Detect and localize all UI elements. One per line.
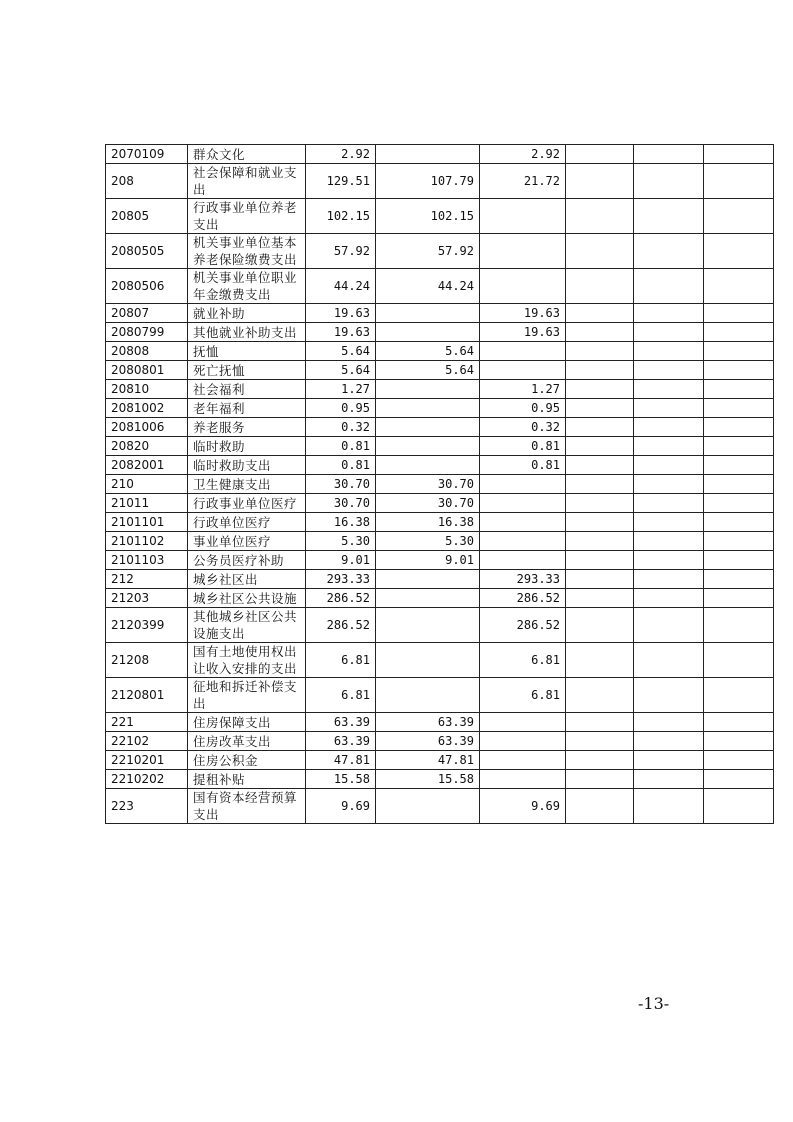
subject-name-cell: 住房改革支出: [188, 732, 306, 751]
project-expenditure-cell: 2.92: [480, 145, 566, 164]
column-8-cell: [704, 608, 774, 643]
total-amount-cell: 5.64: [306, 342, 376, 361]
table-row: [106, 145, 774, 164]
column-7-cell: [634, 323, 704, 342]
column-6-cell: [566, 164, 634, 199]
total-amount-cell: 0.81: [306, 456, 376, 475]
total-amount-cell: 129.51: [306, 164, 376, 199]
project-expenditure-cell: 286.52: [480, 608, 566, 643]
subject-code-cell: 2080505: [106, 234, 188, 269]
column-6-cell: [566, 608, 634, 643]
subject-code-cell: 223: [106, 789, 188, 824]
project-expenditure-cell: 293.33: [480, 570, 566, 589]
column-6-cell: [566, 234, 634, 269]
subject-code-cell: 208: [106, 164, 188, 199]
table-row: [106, 418, 774, 437]
table-row: [106, 475, 774, 494]
column-8-cell: [704, 145, 774, 164]
column-6-cell: [566, 342, 634, 361]
basic-expenditure-cell: 30.70: [376, 475, 480, 494]
column-6-cell: [566, 678, 634, 713]
subject-name-cell: 行政事业单位医疗: [188, 494, 306, 513]
column-6-cell: [566, 269, 634, 304]
table-row: [106, 513, 774, 532]
subject-name-cell: 抚恤: [188, 342, 306, 361]
basic-expenditure-cell: [376, 570, 480, 589]
column-7-cell: [634, 570, 704, 589]
subject-code-cell: 2101101: [106, 513, 188, 532]
column-7-cell: [634, 234, 704, 269]
column-8-cell: [704, 589, 774, 608]
column-6-cell: [566, 643, 634, 678]
project-expenditure-cell: [480, 770, 566, 789]
project-expenditure-cell: [480, 361, 566, 380]
column-8-cell: [704, 380, 774, 399]
column-7-cell: [634, 589, 704, 608]
column-7-cell: [634, 532, 704, 551]
page-number: -13-: [638, 994, 670, 1013]
subject-code-cell: 2120801: [106, 678, 188, 713]
total-amount-cell: 0.81: [306, 437, 376, 456]
column-7-cell: [634, 608, 704, 643]
subject-name-cell: 行政事业单位养老支出: [188, 199, 306, 234]
column-7-cell: [634, 304, 704, 323]
basic-expenditure-cell: [376, 789, 480, 824]
subject-name-cell: 事业单位医疗: [188, 532, 306, 551]
column-8-cell: [704, 418, 774, 437]
column-8-cell: [704, 532, 774, 551]
total-amount-cell: 63.39: [306, 713, 376, 732]
column-6-cell: [566, 145, 634, 164]
basic-expenditure-cell: [376, 643, 480, 678]
table-row: [106, 732, 774, 751]
total-amount-cell: 15.58: [306, 770, 376, 789]
subject-name-cell: 其他城乡社区公共设施支出: [188, 608, 306, 643]
project-expenditure-cell: [480, 475, 566, 494]
column-8-cell: [704, 164, 774, 199]
column-7-cell: [634, 678, 704, 713]
total-amount-cell: 5.30: [306, 532, 376, 551]
subject-name-cell: 国有资本经营预算支出: [188, 789, 306, 824]
column-6-cell: [566, 494, 634, 513]
table-row: [106, 678, 774, 713]
project-expenditure-cell: 1.27: [480, 380, 566, 399]
table-row: [106, 570, 774, 589]
column-8-cell: [704, 494, 774, 513]
column-8-cell: [704, 234, 774, 269]
total-amount-cell: 47.81: [306, 751, 376, 770]
total-amount-cell: 102.15: [306, 199, 376, 234]
subject-code-cell: 20805: [106, 199, 188, 234]
total-amount-cell: 30.70: [306, 494, 376, 513]
column-7-cell: [634, 145, 704, 164]
subject-code-cell: 20820: [106, 437, 188, 456]
basic-expenditure-cell: 63.39: [376, 732, 480, 751]
subject-name-cell: 养老服务: [188, 418, 306, 437]
subject-name-cell: 临时救助支出: [188, 456, 306, 475]
column-6-cell: [566, 789, 634, 824]
project-expenditure-cell: [480, 494, 566, 513]
basic-expenditure-cell: [376, 678, 480, 713]
subject-name-cell: 住房保障支出: [188, 713, 306, 732]
column-6-cell: [566, 770, 634, 789]
total-amount-cell: 286.52: [306, 589, 376, 608]
table-row: [106, 323, 774, 342]
subject-code-cell: 2101102: [106, 532, 188, 551]
basic-expenditure-cell: [376, 145, 480, 164]
project-expenditure-cell: 0.81: [480, 437, 566, 456]
column-7-cell: [634, 789, 704, 824]
column-7-cell: [634, 770, 704, 789]
column-7-cell: [634, 513, 704, 532]
basic-expenditure-cell: [376, 608, 480, 643]
column-6-cell: [566, 323, 634, 342]
basic-expenditure-cell: 63.39: [376, 713, 480, 732]
column-6-cell: [566, 551, 634, 570]
total-amount-cell: 30.70: [306, 475, 376, 494]
basic-expenditure-cell: 102.15: [376, 199, 480, 234]
project-expenditure-cell: [480, 532, 566, 551]
total-amount-cell: 293.33: [306, 570, 376, 589]
total-amount-cell: 5.64: [306, 361, 376, 380]
column-7-cell: [634, 361, 704, 380]
column-7-cell: [634, 551, 704, 570]
basic-expenditure-cell: 16.38: [376, 513, 480, 532]
column-8-cell: [704, 789, 774, 824]
project-expenditure-cell: 6.81: [480, 643, 566, 678]
total-amount-cell: 57.92: [306, 234, 376, 269]
basic-expenditure-cell: [376, 399, 480, 418]
column-8-cell: [704, 437, 774, 456]
table-row: [106, 713, 774, 732]
table-row: [106, 608, 774, 643]
column-6-cell: [566, 361, 634, 380]
subject-code-cell: 2080506: [106, 269, 188, 304]
column-8-cell: [704, 678, 774, 713]
column-7-cell: [634, 399, 704, 418]
subject-code-cell: 21208: [106, 643, 188, 678]
column-8-cell: [704, 643, 774, 678]
basic-expenditure-cell: [376, 437, 480, 456]
basic-expenditure-cell: [376, 418, 480, 437]
column-8-cell: [704, 513, 774, 532]
basic-expenditure-cell: 57.92: [376, 234, 480, 269]
table-row: [106, 399, 774, 418]
subject-code-cell: 21011: [106, 494, 188, 513]
column-6-cell: [566, 732, 634, 751]
subject-name-cell: 机关事业单位基本养老保险缴费支出: [188, 234, 306, 269]
column-8-cell: [704, 713, 774, 732]
column-7-cell: [634, 456, 704, 475]
basic-expenditure-cell: 5.30: [376, 532, 480, 551]
table-row: [106, 456, 774, 475]
basic-expenditure-cell: 5.64: [376, 342, 480, 361]
subject-name-cell: 社会福利: [188, 380, 306, 399]
project-expenditure-cell: [480, 234, 566, 269]
column-7-cell: [634, 164, 704, 199]
column-8-cell: [704, 361, 774, 380]
column-7-cell: [634, 713, 704, 732]
table-row: [106, 532, 774, 551]
total-amount-cell: 16.38: [306, 513, 376, 532]
basic-expenditure-cell: [376, 380, 480, 399]
basic-expenditure-cell: 15.58: [376, 770, 480, 789]
column-8-cell: [704, 304, 774, 323]
column-7-cell: [634, 437, 704, 456]
subject-name-cell: 提租补贴: [188, 770, 306, 789]
column-7-cell: [634, 494, 704, 513]
table-row: [106, 234, 774, 269]
column-8-cell: [704, 475, 774, 494]
subject-code-cell: 2070109: [106, 145, 188, 164]
column-8-cell: [704, 456, 774, 475]
column-8-cell: [704, 342, 774, 361]
total-amount-cell: 63.39: [306, 732, 376, 751]
project-expenditure-cell: 19.63: [480, 304, 566, 323]
column-6-cell: [566, 418, 634, 437]
subject-code-cell: 210: [106, 475, 188, 494]
subject-name-cell: 行政单位医疗: [188, 513, 306, 532]
table-row: [106, 342, 774, 361]
total-amount-cell: 19.63: [306, 304, 376, 323]
project-expenditure-cell: [480, 513, 566, 532]
column-8-cell: [704, 399, 774, 418]
column-6-cell: [566, 304, 634, 323]
subject-code-cell: 21203: [106, 589, 188, 608]
column-8-cell: [704, 751, 774, 770]
subject-code-cell: 2081006: [106, 418, 188, 437]
project-expenditure-cell: [480, 269, 566, 304]
subject-name-cell: 公务员医疗补助: [188, 551, 306, 570]
subject-name-cell: 机关事业单位职业年金缴费支出: [188, 269, 306, 304]
table-row: [106, 269, 774, 304]
table-row: [106, 643, 774, 678]
column-8-cell: [704, 570, 774, 589]
column-6-cell: [566, 437, 634, 456]
project-expenditure-cell: 21.72: [480, 164, 566, 199]
project-expenditure-cell: 286.52: [480, 589, 566, 608]
total-amount-cell: 6.81: [306, 678, 376, 713]
project-expenditure-cell: [480, 713, 566, 732]
basic-expenditure-cell: 44.24: [376, 269, 480, 304]
subject-name-cell: 社会保障和就业支出: [188, 164, 306, 199]
column-6-cell: [566, 199, 634, 234]
column-6-cell: [566, 751, 634, 770]
basic-expenditure-cell: [376, 323, 480, 342]
table-row: [106, 164, 774, 199]
budget-expenditure-table: [105, 144, 774, 824]
column-7-cell: [634, 418, 704, 437]
column-7-cell: [634, 342, 704, 361]
subject-code-cell: 212: [106, 570, 188, 589]
subject-code-cell: 221: [106, 713, 188, 732]
total-amount-cell: 0.95: [306, 399, 376, 418]
basic-expenditure-cell: 47.81: [376, 751, 480, 770]
subject-code-cell: 20810: [106, 380, 188, 399]
table-row: [106, 304, 774, 323]
subject-name-cell: 国有土地使用权出让收入安排的支出: [188, 643, 306, 678]
basic-expenditure-cell: [376, 456, 480, 475]
column-6-cell: [566, 589, 634, 608]
subject-code-cell: 2120399: [106, 608, 188, 643]
table-row: [106, 380, 774, 399]
column-6-cell: [566, 570, 634, 589]
total-amount-cell: 9.69: [306, 789, 376, 824]
project-expenditure-cell: 0.81: [480, 456, 566, 475]
column-8-cell: [704, 551, 774, 570]
project-expenditure-cell: [480, 551, 566, 570]
column-7-cell: [634, 751, 704, 770]
subject-code-cell: 2210202: [106, 770, 188, 789]
column-7-cell: [634, 732, 704, 751]
basic-expenditure-cell: [376, 304, 480, 323]
table-row: [106, 494, 774, 513]
project-expenditure-cell: 0.95: [480, 399, 566, 418]
table-row: [106, 437, 774, 456]
total-amount-cell: 44.24: [306, 269, 376, 304]
column-6-cell: [566, 399, 634, 418]
subject-name-cell: 临时救助: [188, 437, 306, 456]
basic-expenditure-cell: 107.79: [376, 164, 480, 199]
subject-code-cell: 2080799: [106, 323, 188, 342]
table-row: [106, 551, 774, 570]
total-amount-cell: 286.52: [306, 608, 376, 643]
total-amount-cell: 0.32: [306, 418, 376, 437]
subject-code-cell: 20808: [106, 342, 188, 361]
subject-code-cell: 2080801: [106, 361, 188, 380]
column-8-cell: [704, 269, 774, 304]
basic-expenditure-cell: [376, 589, 480, 608]
column-8-cell: [704, 732, 774, 751]
subject-code-cell: 2101103: [106, 551, 188, 570]
table-row: [106, 770, 774, 789]
subject-code-cell: 20807: [106, 304, 188, 323]
column-6-cell: [566, 532, 634, 551]
column-6-cell: [566, 380, 634, 399]
column-8-cell: [704, 199, 774, 234]
subject-name-cell: 征地和拆迁补偿支出: [188, 678, 306, 713]
column-6-cell: [566, 513, 634, 532]
subject-code-cell: 2082001: [106, 456, 188, 475]
project-expenditure-cell: [480, 751, 566, 770]
column-6-cell: [566, 456, 634, 475]
column-8-cell: [704, 770, 774, 789]
subject-code-cell: 2210201: [106, 751, 188, 770]
project-expenditure-cell: [480, 732, 566, 751]
table-row: [106, 589, 774, 608]
total-amount-cell: 2.92: [306, 145, 376, 164]
subject-name-cell: 群众文化: [188, 145, 306, 164]
basic-expenditure-cell: 30.70: [376, 494, 480, 513]
subject-name-cell: 城乡社区出: [188, 570, 306, 589]
total-amount-cell: 19.63: [306, 323, 376, 342]
table-row: [106, 361, 774, 380]
project-expenditure-cell: 0.32: [480, 418, 566, 437]
table-row: [106, 199, 774, 234]
subject-name-cell: 住房公积金: [188, 751, 306, 770]
total-amount-cell: 9.01: [306, 551, 376, 570]
column-7-cell: [634, 475, 704, 494]
subject-code-cell: 22102: [106, 732, 188, 751]
subject-name-cell: 老年福利: [188, 399, 306, 418]
subject-name-cell: 死亡抚恤: [188, 361, 306, 380]
column-7-cell: [634, 643, 704, 678]
project-expenditure-cell: 19.63: [480, 323, 566, 342]
project-expenditure-cell: 6.81: [480, 678, 566, 713]
table-row: [106, 751, 774, 770]
table-body: [106, 145, 774, 824]
subject-name-cell: 卫生健康支出: [188, 475, 306, 494]
basic-expenditure-cell: 9.01: [376, 551, 480, 570]
project-expenditure-cell: 9.69: [480, 789, 566, 824]
column-6-cell: [566, 475, 634, 494]
project-expenditure-cell: [480, 342, 566, 361]
subject-name-cell: 其他就业补助支出: [188, 323, 306, 342]
basic-expenditure-cell: 5.64: [376, 361, 480, 380]
subject-name-cell: 就业补助: [188, 304, 306, 323]
column-8-cell: [704, 323, 774, 342]
subject-code-cell: 2081002: [106, 399, 188, 418]
total-amount-cell: 6.81: [306, 643, 376, 678]
subject-name-cell: 城乡社区公共设施: [188, 589, 306, 608]
column-7-cell: [634, 199, 704, 234]
column-7-cell: [634, 380, 704, 399]
project-expenditure-cell: [480, 199, 566, 234]
table-row: [106, 789, 774, 824]
column-7-cell: [634, 269, 704, 304]
column-6-cell: [566, 713, 634, 732]
total-amount-cell: 1.27: [306, 380, 376, 399]
